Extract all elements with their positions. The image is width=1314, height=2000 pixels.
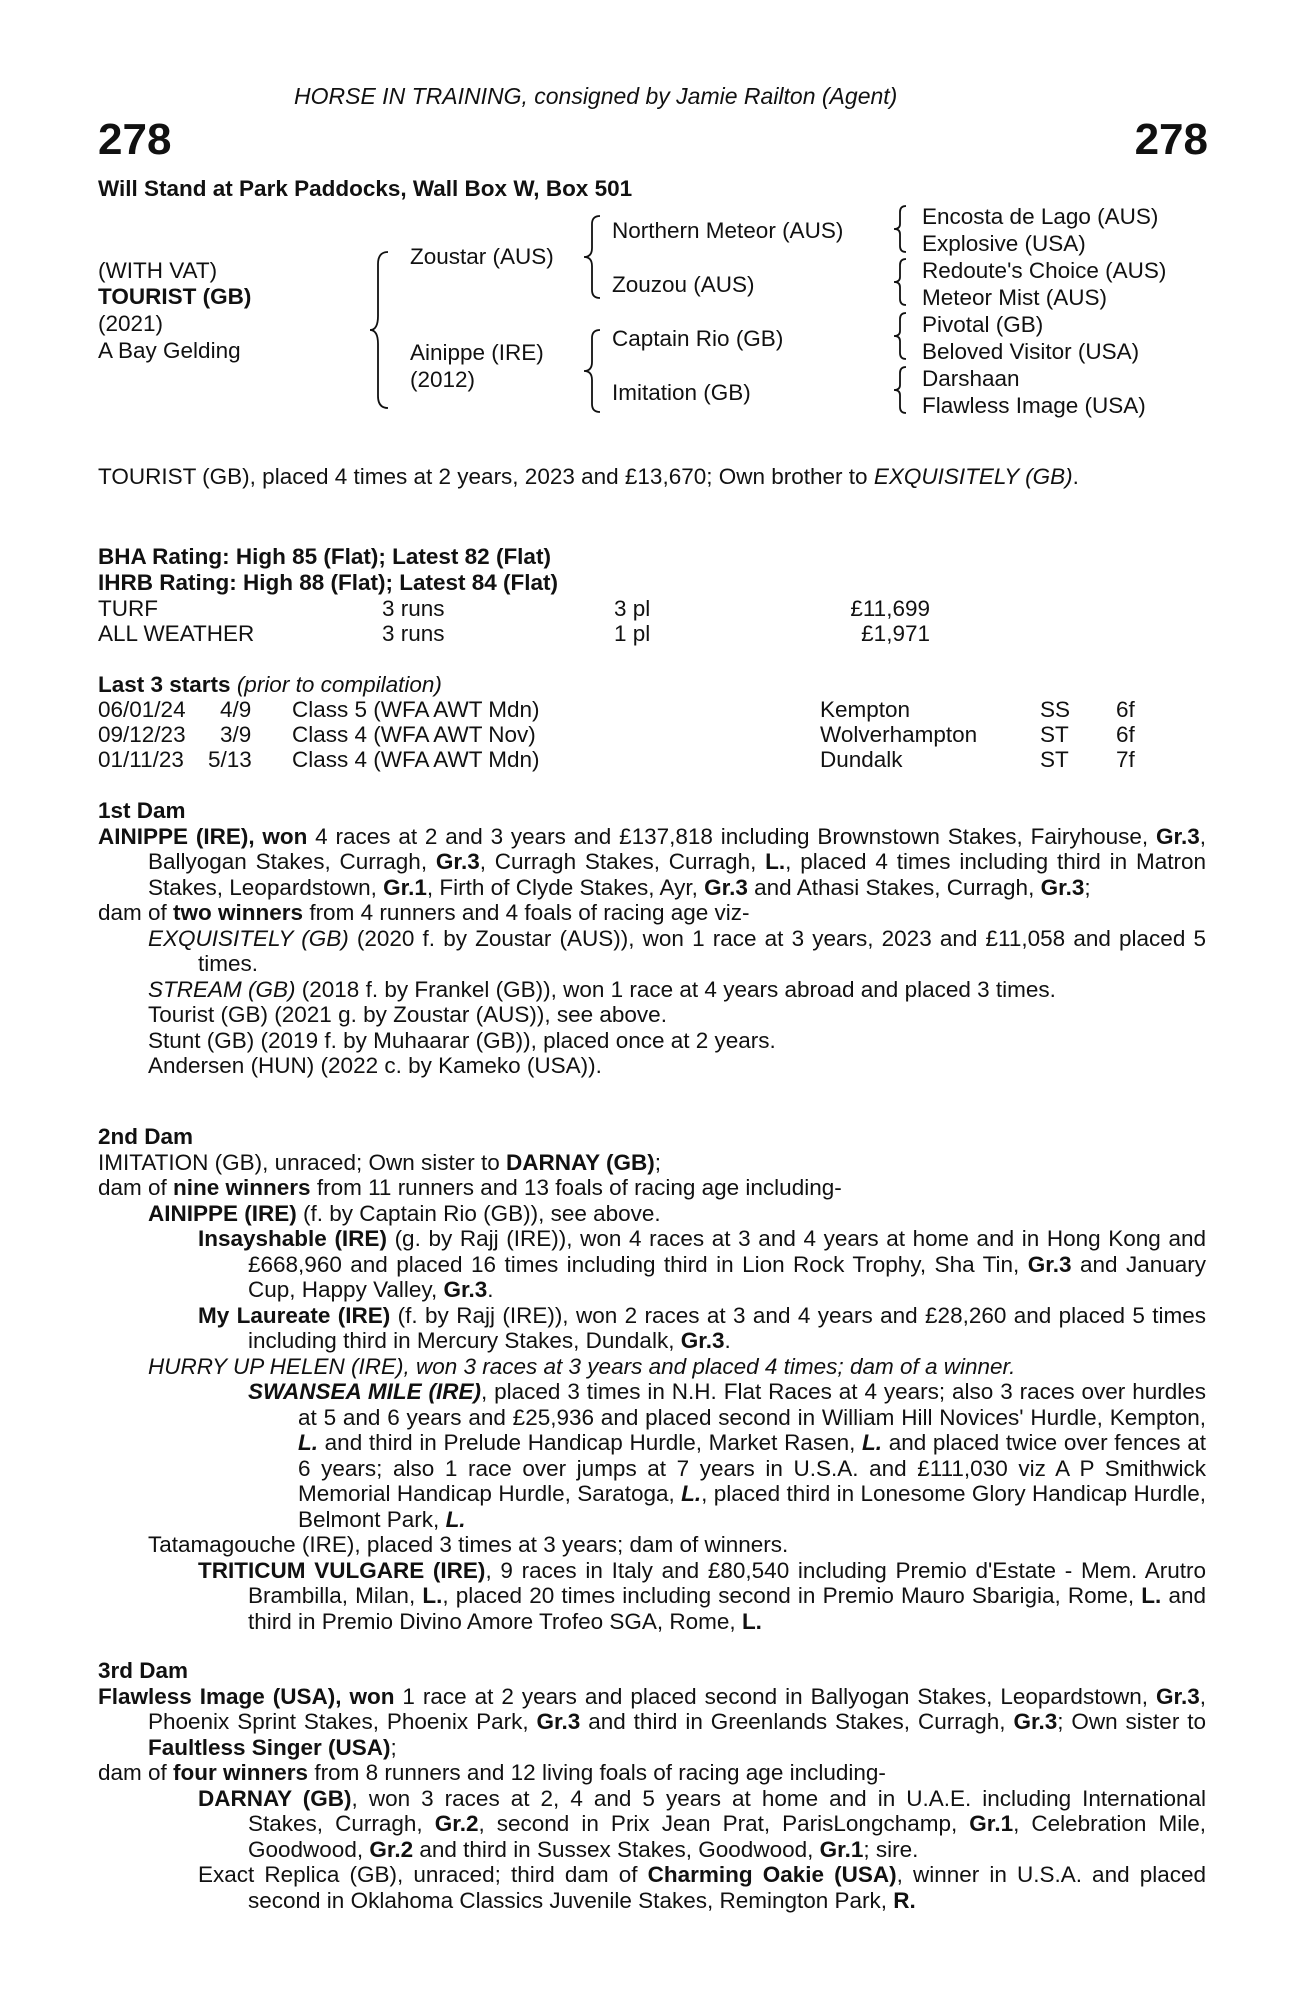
first-dam-produce-summary: dam of two winners from 4 runners and 4 foals of racing age viz-: [98, 900, 750, 925]
first-dam-heading: 1st Dam: [98, 798, 186, 823]
brace-sire: [580, 214, 604, 300]
produce-item: STREAM (GB) (2018 f. by Frankel (GB)), won 1 race at 4 years abroad and placed 3 times.: [148, 976, 1056, 1002]
brace-dd: [890, 365, 910, 415]
dam-sire-dam: Beloved Visitor (USA): [922, 339, 1140, 364]
produce-item: EXQUISITELY (GB) (2020 f. by Zoustar (AUS)), won 1 race at 3 years, 2023 and £11,058 and placed 5 times.: [148, 925, 1206, 976]
record-row-turf: TURF 3 runs 3 pl £11,699: [98, 596, 930, 621]
second-dam-record: IMITATION (GB), unraced; Own sister to DARNAY (GB);: [98, 1149, 662, 1175]
last-starts-heading: Last 3 starts (prior to compilation): [98, 672, 442, 697]
brace-ss: [890, 204, 910, 254]
produce-item: DARNAY (GB), won 3 races at 2, 4 and 5 years at home and in U.A.E. including International Stakes, Curragh, Gr.2, second in Prix Jean Prat, ParisLongchamp, Gr.1, Celebration Mile, Goodwood, Gr.2 and third in Sussex Stakes, Goodwood, Gr.1; sire.: [198, 1785, 1207, 1862]
sire-dam: Zouzou (AUS): [612, 272, 755, 297]
produce-item: TRITICUM VULGARE (IRE), 9 races in Italy and £80,540 including Premio d'Estate - Mem. Arutro Brambilla, Milan, L., placed 20 times including second in Premio Mauro Sbarigia, Rome, L. and third in Premio Divino Amore Trofeo SGA, Rome, L.: [198, 1557, 1206, 1634]
start-row: 01/11/23 5/13 Class 4 (WFA AWT Mdn) Dundalk ST 7f: [98, 747, 1135, 772]
sire: Zoustar (AUS): [410, 244, 554, 269]
second-dam-section: [98, 1124, 1206, 1634]
first-dam-section: [98, 798, 1206, 1079]
produce-item: AINIPPE (IRE) (f. by Captain Rio (GB)), see above.: [148, 1200, 661, 1226]
brace-main: [368, 250, 392, 410]
dam-dam-sire: Darshaan: [922, 366, 1020, 391]
summary: TOURIST (GB), placed 4 times at 2 years, 2023 and £13,670; Own brother to EXQUISITELY (GB).: [98, 464, 1079, 489]
produce-item: Stunt (GB) (2019 f. by Muhaarar (GB)), placed once at 2 years.: [148, 1027, 776, 1053]
produce-item: Andersen (HUN) (2022 c. by Kameko (USA)).: [148, 1053, 602, 1078]
second-dam-heading: 2nd Dam: [98, 1124, 194, 1149]
second-dam-produce-summary: dam of nine winners from 11 runners and 13 foals of racing age including-: [98, 1175, 842, 1200]
third-dam-heading: 3rd Dam: [98, 1658, 189, 1683]
produce-item: Tourist (GB) (2021 g. by Zoustar (AUS)), see above.: [148, 1002, 667, 1027]
dam: Ainippe (IRE): [410, 340, 544, 365]
stabling-line: Will Stand at Park Paddocks, Wall Box W, Box 501: [98, 176, 633, 201]
brace-ds: [890, 311, 910, 361]
lot-number-left: 278: [98, 115, 172, 164]
produce-item: Insayshable (IRE) (g. by Rajj (IRE)), won 4 races at 3 and 4 years at home and in Hong Kong and £668,960 and placed 16 times including third in Lion Rock Trophy, Sha Tin, Gr.3 and January Cup, Happy Valley, Gr.3.: [198, 1226, 1206, 1302]
dam-sire-sire: Pivotal (GB): [922, 312, 1044, 337]
lot-number-right: 278: [1134, 115, 1208, 164]
produce-item: My Laureate (IRE) (f. by Rajj (IRE)), won 2 races at 3 and 4 years and £28,260 and placed 5 times including third in Mercury Stakes, Dundalk, Gr.3.: [198, 1302, 1206, 1353]
dam-dam: Imitation (GB): [612, 380, 751, 405]
bha-rating: BHA Rating: High 85 (Flat); Latest 82 (Flat): [98, 544, 551, 569]
third-dam-produce-summary: dam of four winners from 8 runners and 12 living foals of racing age including-: [98, 1760, 886, 1785]
dam-sire: Captain Rio (GB): [612, 326, 784, 351]
sire-dam-sire: Redoute's Choice (AUS): [922, 258, 1167, 283]
dam-dam-dam: Flawless Image (USA): [922, 393, 1146, 418]
third-dam-record: Flawless Image (USA), won 1 race at 2 years and placed second in Ballyogan Stakes, Leopardstown, Gr.3, Phoenix Sprint Stakes, Phoenix Park, Gr.3 and third in Greenlands Stakes, Curragh, Gr.3; Own sister to Faultless Singer (USA);: [98, 1683, 1206, 1760]
record-row-aw: ALL WEATHER 3 runs 1 pl £1,971: [98, 621, 930, 646]
horse-name: TOURIST (GB): [98, 284, 252, 309]
consignment-line: HORSE IN TRAINING, consigned by Jamie Railton (Agent): [294, 83, 898, 109]
third-dam-section: [98, 1658, 1206, 1913]
produce-item: HURRY UP HELEN (IRE), won 3 races at 3 years and placed 4 times; dam of a winner.: [148, 1353, 1016, 1379]
dam-year: (2012): [410, 367, 476, 392]
sire-sire-sire: Encosta de Lago (AUS): [922, 204, 1159, 229]
horse-year: (2021): [98, 311, 164, 336]
ihrb-rating: IHRB Rating: High 88 (Flat); Latest 84 (Flat): [98, 570, 559, 595]
sire-sire-dam: Explosive (USA): [922, 231, 1086, 256]
brace-dam: [580, 328, 604, 414]
start-row: 09/12/23 3/9 Class 4 (WFA AWT Nov) Wolverhampton ST 6f: [98, 722, 1135, 747]
first-dam-record: AINIPPE (IRE), won 4 races at 2 and 3 years and £137,818 including Brownstown Stakes, Fairyhouse, Gr.3, Ballyogan Stakes, Curragh, Gr.3, Curragh Stakes, Curragh, L., placed 4 times including third in Matron Stakes, Leopardstown, Gr.1, Firth of Clyde Stakes, Ayr, Gr.3 and Athasi Stakes, Curragh, Gr.3;: [98, 823, 1206, 900]
sire-dam-dam: Meteor Mist (AUS): [922, 285, 1108, 310]
horse-description: A Bay Gelding: [98, 338, 241, 363]
start-row: 06/01/24 4/9 Class 5 (WFA AWT Mdn) Kempton SS 6f: [98, 697, 1135, 722]
produce-item: SWANSEA MILE (IRE), placed 3 times in N.H. Flat Races at 4 years; also 3 races over hurdles at 5 and 6 years and £25,936 and placed second in William Hill Novices' Hurdle, Kempton, L. and third in Prelude Handicap Hurdle, Market Rasen, L. and placed twice over fences at 6 years; also 1 race over jumps at 7 years in U.S.A. and £111,030 viz A P Smithwick Memorial Handicap Hurdle, Saratoga, L., placed third in Lonesome Glory Handicap Hurdle, Belmont Park, L.: [248, 1379, 1206, 1532]
vat-note: (WITH VAT): [98, 258, 218, 283]
produce-item: Exact Replica (GB), unraced; third dam of Charming Oakie (USA), winner in U.S.A. and placed second in Oklahoma Classics Juvenile Stakes, Remington Park, R.: [198, 1862, 1206, 1913]
brace-sd: [890, 257, 910, 307]
produce-item: Tatamagouche (IRE), placed 3 times at 3 years; dam of winners.: [148, 1532, 789, 1557]
sire-sire: Northern Meteor (AUS): [612, 218, 844, 243]
